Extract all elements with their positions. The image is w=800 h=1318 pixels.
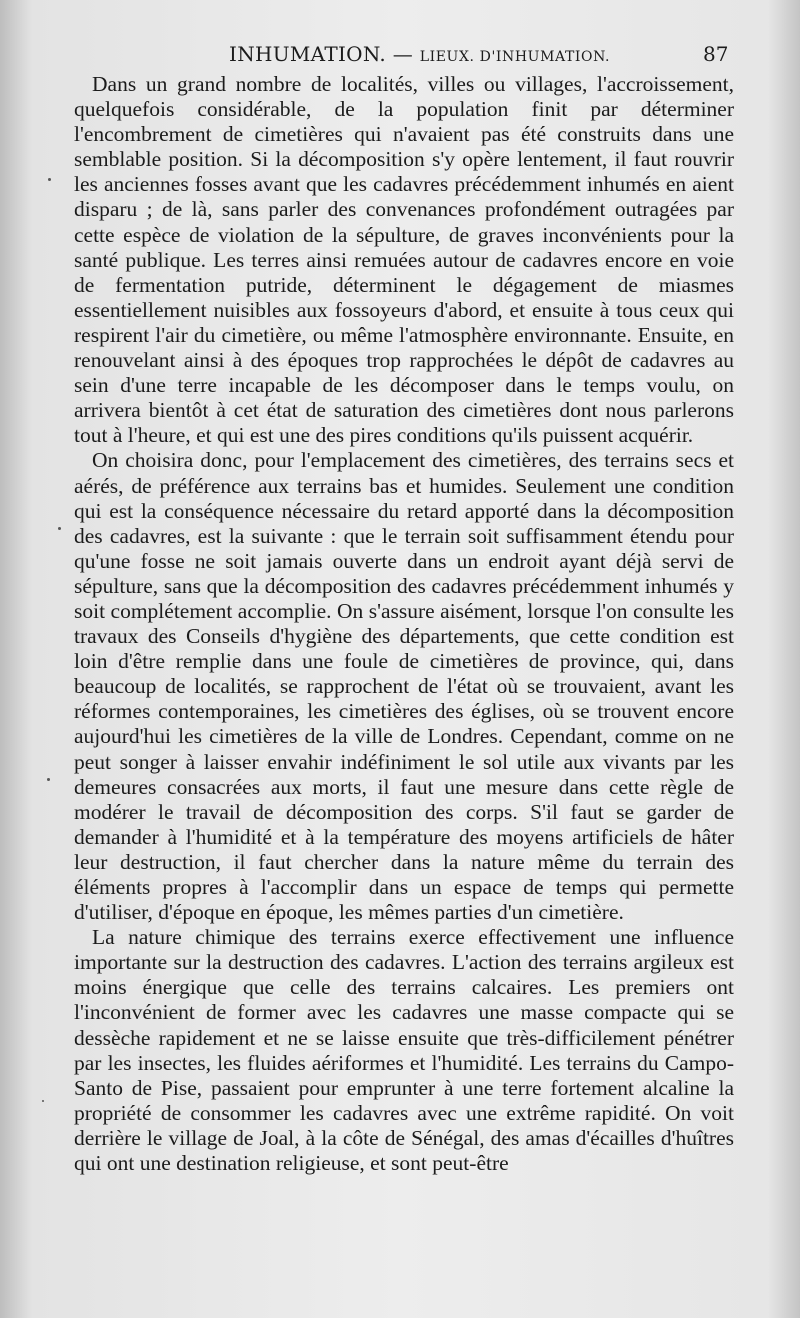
title-separator: — <box>392 42 414 66</box>
speck-mark <box>48 178 51 181</box>
running-title <box>229 42 610 66</box>
speck-mark <box>58 527 61 530</box>
running-header <box>0 38 800 72</box>
paragraph-3: La nature chimique des terrains exerce effectivement une influence importante sur la destruction des cadavres. L'action des terrains argileux est moins énergique que celle des terrains calcaires. Les premiers ont l'inconvénient de former avec les cadavres une masse compacte qui se dessèche rapidement et ne se laisse ensuite que très-difficilement pénétrer par les insectes, les fluides aériformes et l'humidité. Les terrains du Campo-Santo de Pise, passaient pour emprunter à une terre fortement alcaline la propriété de consommer les cadavres avec une extrême rapidité. On voit derrière le village de Joal, à la côte de Sénégal, des amas d'écailles d'huîtres qui ont une destination religieuse, et sont peut-être <box>74 925 734 1176</box>
title-main: INHUMATION. <box>229 42 387 66</box>
speck-mark <box>47 778 50 781</box>
paragraph-2: On choisira donc, pour l'emplacement des cimetières, des terrains secs et aérés, de préférence aux terrains bas et humides. Seulement une condition qui est la conséquence nécessaire du retard apporté dans la décomposition des cadavres, est la suivante : que le terrain soit suffisamment étendu pour qu'une fosse ne soit jamais ouverte dans un endroit ayant déjà servi de sépulture, sans que la décomposition des cadavres précédemment inhumés y soit complétement accomplie. On s'assure aisément, lorsque l'on consulte les travaux des Conseils d'hygiène des départements, que cette condition est loin d'être remplie dans une foule de cimetières de province, qui, dans beaucoup de localités, se rapprochent de l'état où se trouvaient, avant les réformes contemporaines, les cimetières des églises, où se trouvent encore aujourd'hui les cimetières de la ville de Londres. Cependant, comme on ne peut songer à laisser envahir indéfiniment le sol utile aux vivants par les demeures consacrées aux morts, il faut une mesure dans cette règle de modérer le travail de décomposition des corps. S'il faut se garder de demander à l'humidité et à la température des moyens artificiels de hâter leur destruction, il faut chercher dans la nature même du terrain des éléments propres à l'accomplir dans un espace de temps qui permette d'utiliser, d'époque en époque, les mêmes parties d'un cimetière. <box>74 448 734 925</box>
paragraph-1: Dans un grand nombre de localités, villes ou villages, l'accroissement, quelquefois considérable, de la population finit par déterminer l'encombrement de cimetières qui n'avaient pas été construits dans une semblable position. Si la décomposition s'y opère lentement, il faut rouvrir les anciennes fosses avant que les cadavres précédemment inhumés en aient disparu ; de là, sans parler des convenances profondément outragées par cette espèce de violation de la sépulture, de graves inconvénients pour la santé publique. Les terres ainsi remuées autour de cadavres encore en voie de fermentation putride, déterminent le dégagement de miasmes essentiellement nuisibles aux fossoyeurs d'abord, et ensuite à tous ceux qui respirent l'air du cimetière, ou même l'atmosphère environnante. Ensuite, en renouvelant ainsi à des époques trop rapprochées le dépôt de cadavres au sein d'une terre incapable de les décomposer dans le temps voulu, on arrivera bientôt à cet état de saturation des cimetières dont nous parlerons tout à l'heure, et qui est une des pires conditions qu'ils puissent acquérir. <box>74 72 734 448</box>
page-number: 87 <box>703 42 729 66</box>
body-text <box>74 72 734 1176</box>
title-section: LIEUX. D'INHUMATION. <box>419 49 611 65</box>
speck-mark <box>42 1100 44 1102</box>
